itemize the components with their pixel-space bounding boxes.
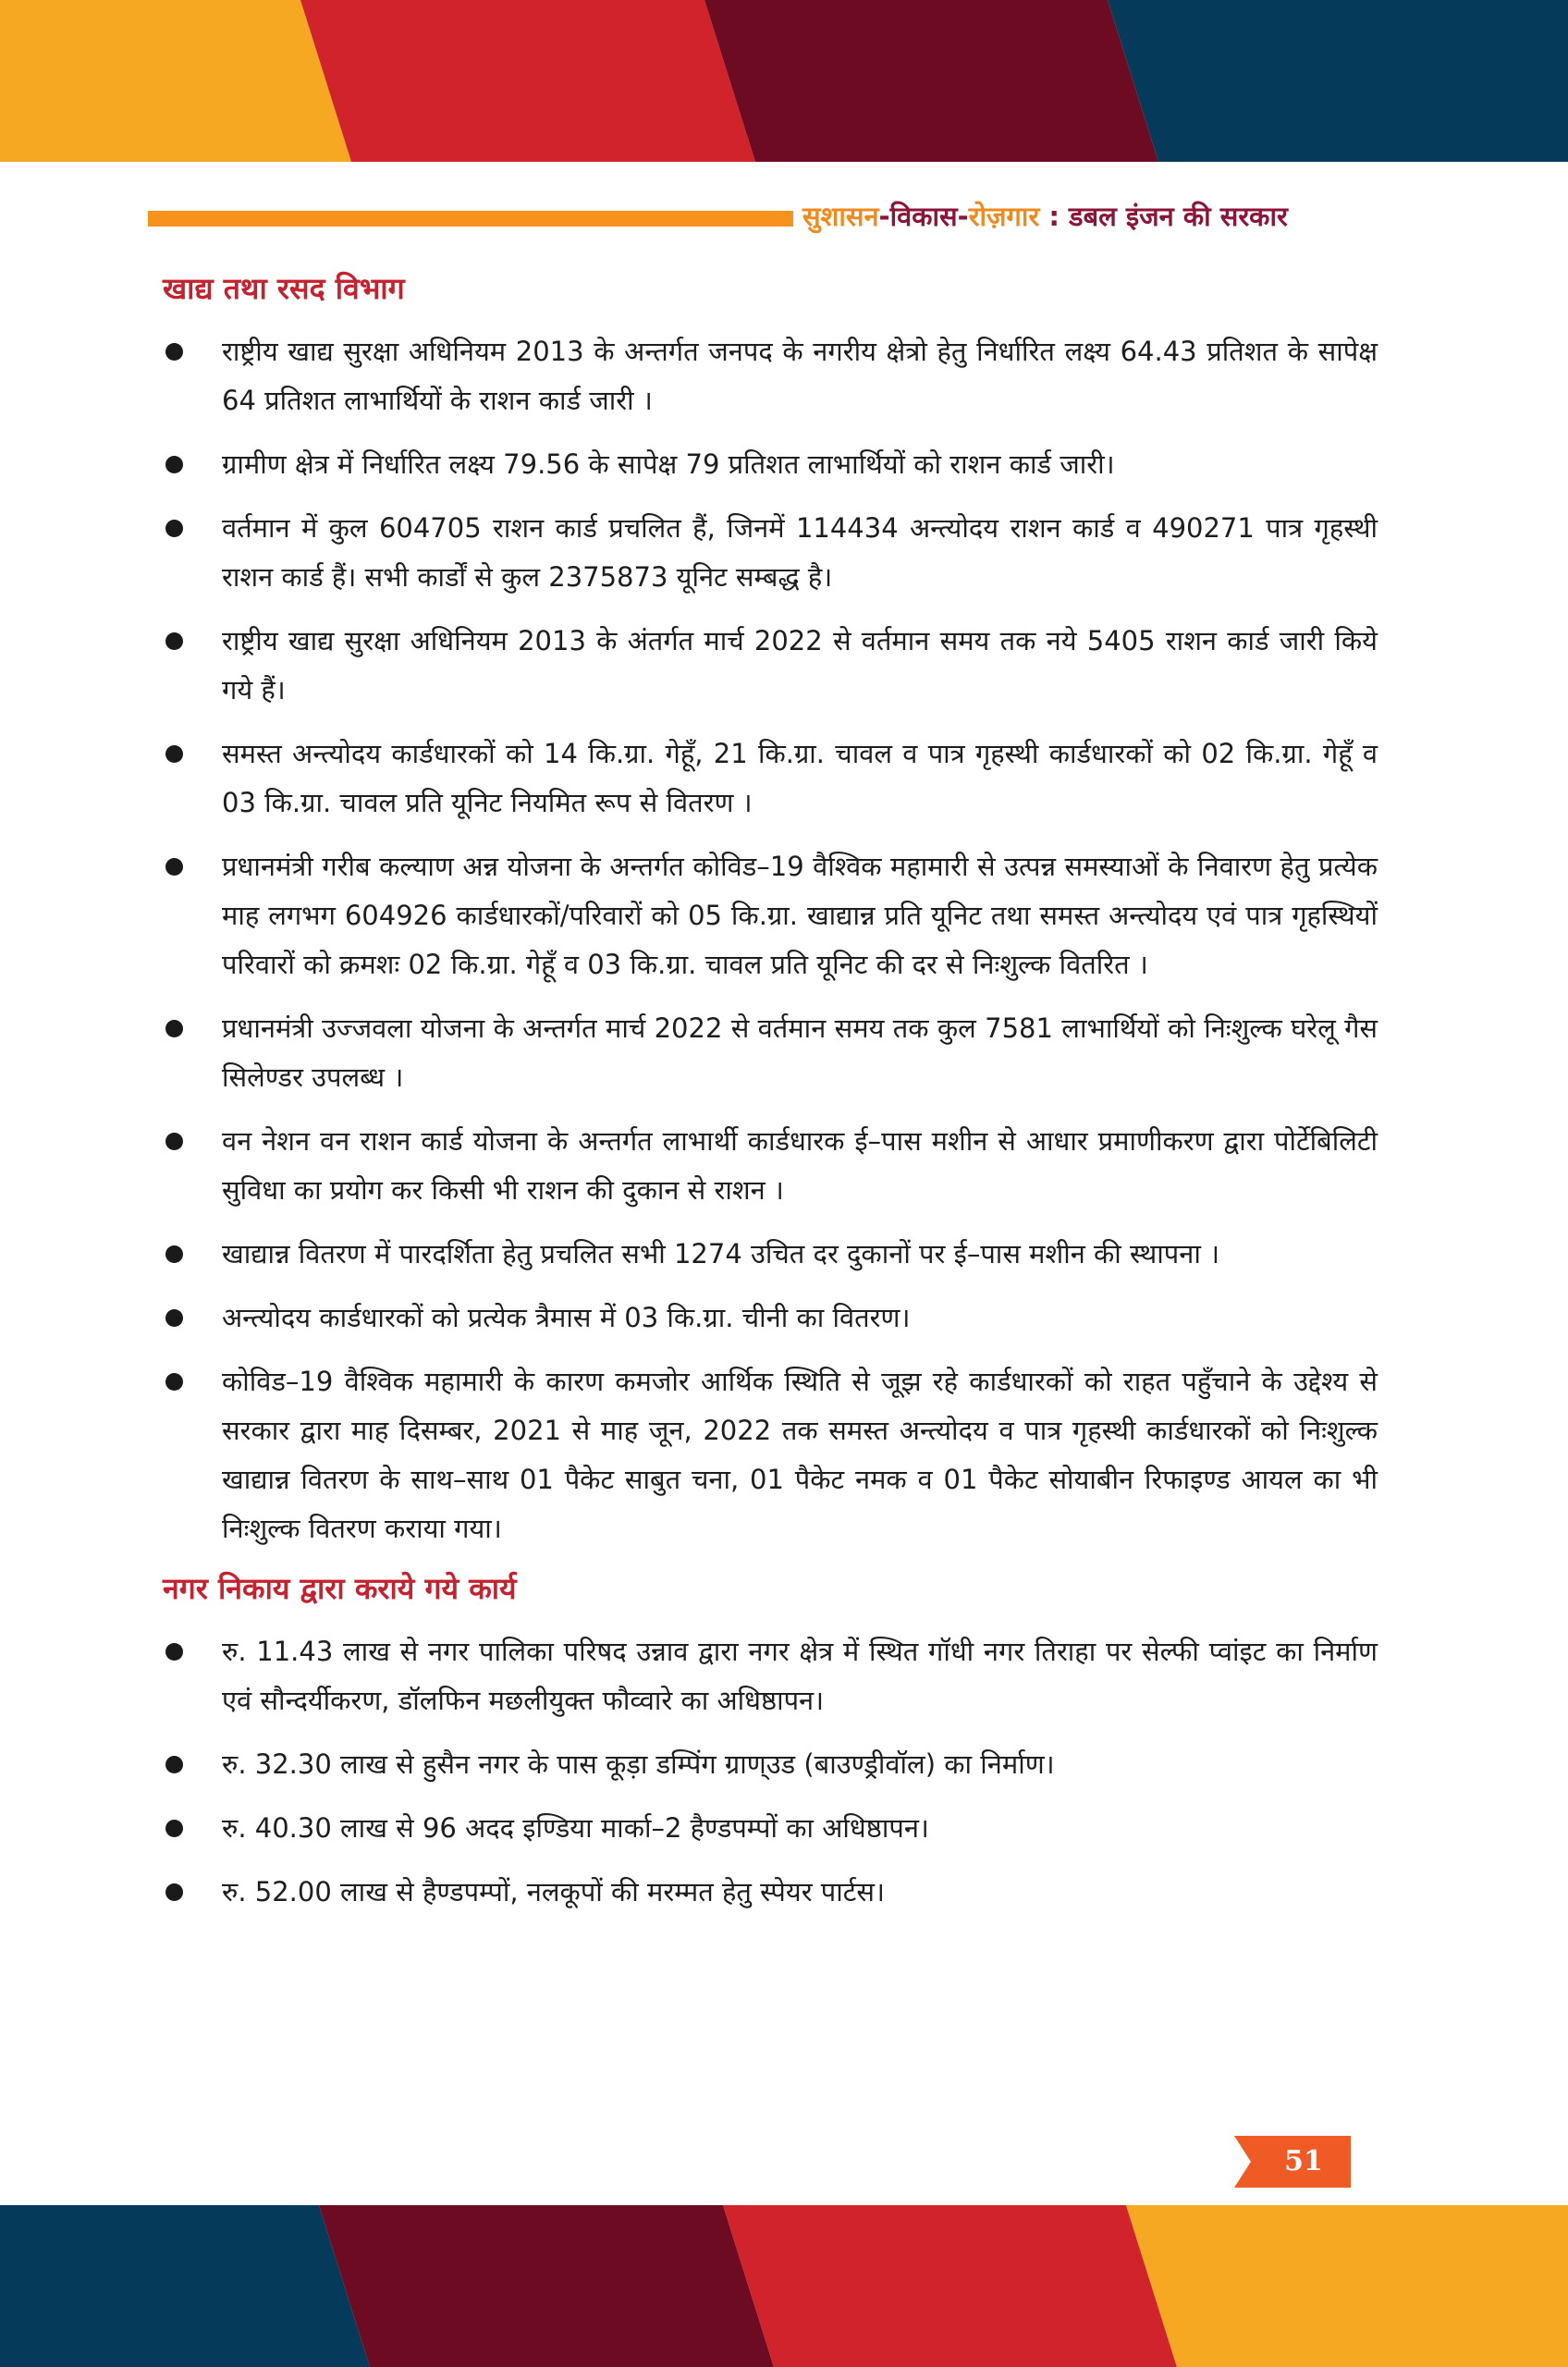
bullet-icon <box>165 456 183 473</box>
bullet-icon <box>165 1133 183 1150</box>
list-item-text: रु. 52.00 लाख से हैण्डपम्पों, नलकूपों की मरम्मत हेतु स्पेयर पार्टस। <box>222 1876 885 1907</box>
header-part-3: रोज़गार <box>968 201 1040 232</box>
bullet-icon <box>165 1373 183 1391</box>
list-item-text: कोविड–19 वैश्विक महामारी के कारण कमजोर आर्थिक स्थिति से जूझ रहे कार्डधारकों को राहत पहुँचाने के उद्देश्य से सरकार द्वारा माह दिसम्बर, 2021 से माह जून, 2022 तक समस्त अन्त्योदय व पात्र गृहस्थी कार्डधारकों को निःशुल्क खाद्यान्न वितरण के साथ–साथ 01 पैकेट साबुत चना, 01 पैकेट नमक व 01 पैकेट सोयाबीन रिफाइण्ड आयल का भी निःशुल्क वितरण कराया गया। <box>222 1366 1378 1544</box>
bottom-band-navy <box>0 2205 370 2367</box>
bullet-icon <box>165 1020 183 1037</box>
list-item <box>163 1004 1378 1102</box>
bullet-icon <box>165 520 183 537</box>
bullet-icon <box>165 1820 183 1837</box>
page-content <box>163 268 1378 1932</box>
bullet-icon <box>165 1309 183 1327</box>
list-item <box>163 842 1378 989</box>
list-item <box>163 1627 1378 1725</box>
list-item <box>163 1117 1378 1215</box>
list-item <box>163 1804 1378 1853</box>
list-item <box>163 1230 1378 1279</box>
list-item-text: वर्तमान में कुल 604705 राशन कार्ड प्रचलित हैं, जिनमें 114434 अन्त्योदय राशन कार्ड व 490271 पात्र गृहस्थी राशन कार्ड हैं। सभी कार्डों से कुल 2375873 यूनिट सम्बद्ध है। <box>222 512 1378 593</box>
bullet-icon <box>165 1643 183 1661</box>
bottom-band-maroon <box>319 2205 774 2367</box>
section-heading-urban-bodies: नगर निकाय द्वारा कराये गये कार्य <box>163 1571 517 1606</box>
header-part-4: : डबल इंजन की सरकार <box>1039 201 1288 232</box>
list-item-text: खाद्यान्न वितरण में पारदर्शिता हेतु प्रचलित सभी 1274 उचित दर दुकानों पर ई–पास मशीन की स्थापना । <box>222 1238 1220 1269</box>
list-item-text: रु. 11.43 लाख से नगर पालिका परिषद उन्नाव द्वारा नगर क्षेत्र में स्थित गॉधी नगर तिराहा पर सेल्फी प्वांइट का निर्माण एवं सौन्दर्यीकरण, डॉलफिन मछलीयुक्त फौव्वारे का अधिष्ठापन। <box>222 1636 1378 1716</box>
list-item-text: राष्ट्रीय खाद्य सुरक्षा अधिनियम 2013 के अंतर्गत मार्च 2022 से वर्तमान समय तक नये 5405 राशन कार्ड जारी किये गये हैं। <box>222 625 1378 705</box>
food-supply-list <box>163 327 1378 1553</box>
list-item-text: समस्त अन्त्योदय कार्डधारकों को 14 कि.ग्रा. गेहूँ, 21 कि.ग्रा. चावल व पात्र गृहस्थी कार्डधारकों को 02 कि.ग्रा. गेहूँ व 03 कि.ग्रा. चावल प्रति यूनिट नियमित रूप से वितरण । <box>222 738 1378 818</box>
bottom-band-red <box>723 2205 1177 2367</box>
top-band-red <box>300 0 755 162</box>
list-item <box>163 1868 1378 1917</box>
list-item-text: प्रधानमंत्री उज्जवला योजना के अन्तर्गत मार्च 2022 से वर्तमान समय तक कुल 7581 लाभार्थियों को निःशुल्क घरेलू गैस सिलेण्डर उपलब्ध । <box>222 1012 1378 1093</box>
bullet-icon <box>165 745 183 763</box>
list-item <box>163 440 1378 489</box>
list-item-text: रु. 32.30 लाख से हुसैन नगर के पास कूड़ा डम्पिंग ग्राण्उड (बाउण्ड्रीवॉल) का निर्माण। <box>222 1748 1055 1780</box>
top-band-orange <box>0 0 351 162</box>
bullet-icon <box>165 343 183 361</box>
section-heading-food-supply: खाद्य तथा रसद विभाग <box>163 271 405 306</box>
top-band-maroon <box>704 0 1158 162</box>
header-hyphen-2: - <box>957 201 969 232</box>
bullet-icon <box>165 1245 183 1263</box>
header-part-2: विकास <box>889 201 958 232</box>
header-rule <box>148 211 793 227</box>
bullet-icon <box>165 632 183 650</box>
bullet-icon <box>165 1883 183 1901</box>
page-number: 51 <box>1284 2145 1323 2177</box>
list-item-text: ग्रामीण क्षेत्र में निर्धारित लक्ष्य 79.56 के सापेक्ष 79 प्रतिशत लाभार्थियों को राशन कार्ड जारी। <box>222 448 1115 480</box>
urban-bodies-list <box>163 1627 1378 1917</box>
running-header <box>802 198 1357 235</box>
page-number-tab <box>1234 2136 1351 2188</box>
bullet-icon <box>165 1756 183 1773</box>
list-item <box>163 1357 1378 1553</box>
list-item-text: रु. 40.30 लाख से 96 अदद इण्डिया मार्का–2 हैण्डपम्पों का अधिष्ठापन। <box>222 1812 929 1844</box>
top-color-band <box>0 0 1568 162</box>
list-item-text: अन्त्योदय कार्डधारकों को प्रत्येक त्रैमास में 03 कि.ग्रा. चीनी का वितरण। <box>222 1302 911 1333</box>
header-part-1: सुशासन <box>802 201 879 232</box>
list-item <box>163 617 1378 715</box>
bullet-icon <box>165 858 183 876</box>
list-item <box>163 1294 1378 1343</box>
list-item-text: राष्ट्रीय खाद्य सुरक्षा अधिनियम 2013 के अन्तर्गत जनपद के नगरीय क्षेत्रो हेतु निर्धारित लक्ष्य 64.43 प्रतिशत के सापेक्ष 64 प्रतिशत लाभार्थियों के राशन कार्ड जारी । <box>222 336 1378 416</box>
list-item <box>163 730 1378 828</box>
list-item-text: वन नेशन वन राशन कार्ड योजना के अन्तर्गत लाभार्थी कार्डधारक ई–पास मशीन से आधार प्रमाणीकरण द्वारा पोर्टेबिलिटी सुविधा का प्रयोग कर किसी भी राशन की दुकान से राशन । <box>222 1125 1378 1206</box>
top-band-navy <box>1108 0 1568 162</box>
list-item <box>163 327 1378 425</box>
list-item <box>163 1740 1378 1789</box>
header-hyphen-1: - <box>878 201 890 232</box>
list-item-text: प्रधानमंत्री गरीब कल्याण अन्न योजना के अन्तर्गत कोविड–19 वैश्विक महामारी से उत्पन्न समस्याओं के निवारण हेतु प्रत्येक माह लगभग 604926 कार्डधारकों/परिवारों को 05 कि.ग्रा. खाद्यान्न प्रति यूनिट तथा समस्त अन्त्योदय एवं पात्र गृहस्थियों परिवारों को क्रमशः 02 कि.ग्रा. गेहूँ व 03 कि.ग्रा. चावल प्रति यूनिट की दर से निःशुल्क वितरित । <box>222 851 1378 980</box>
list-item <box>163 504 1378 602</box>
bottom-color-band <box>0 2205 1568 2367</box>
bottom-band-orange <box>1126 2205 1568 2367</box>
